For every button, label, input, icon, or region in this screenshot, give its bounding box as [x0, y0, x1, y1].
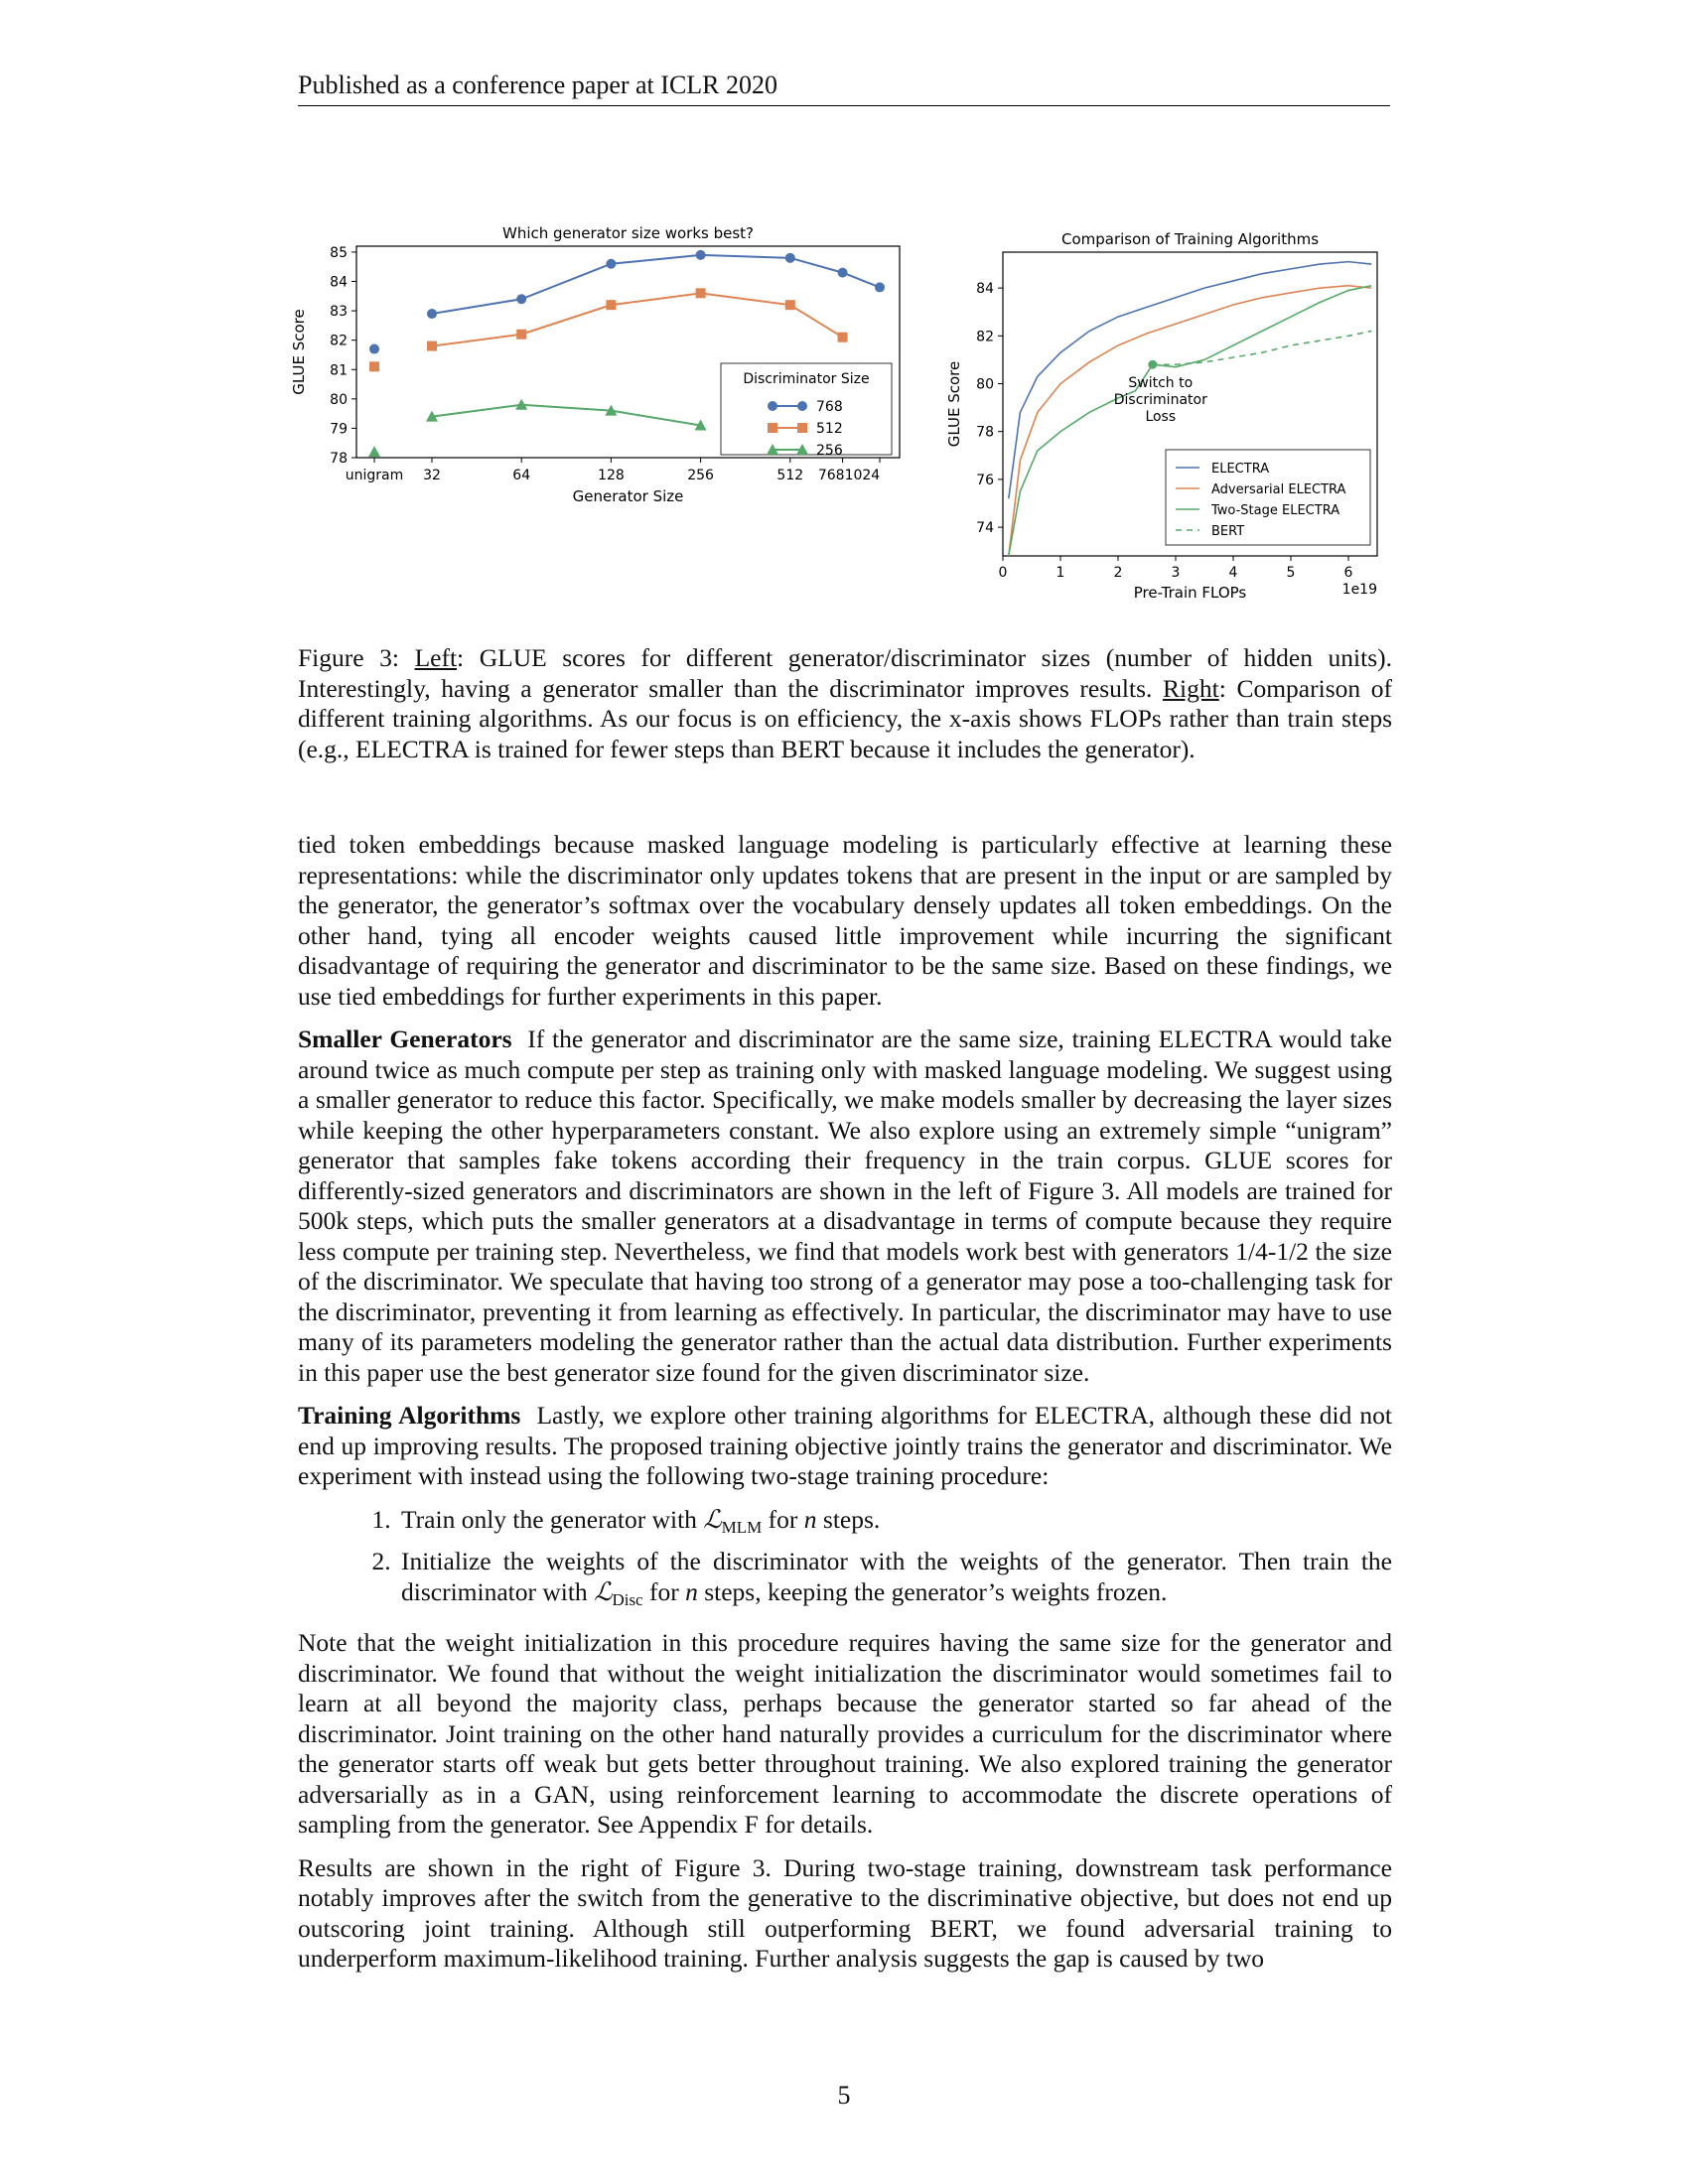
paragraph-text: Lastly, we explore other training algorithms for ELECTRA, although these did not end up improving results. The proposed training objective jointly trains the generator and discriminator. We experiment with instead using the following two-stage training procedure: — [298, 1401, 1393, 1490]
figure-3 — [0, 218, 1688, 615]
annotation-text: Loss — [1145, 409, 1177, 426]
y-tick-label: 85 — [330, 244, 348, 261]
y-tick-label: 82 — [976, 329, 994, 345]
legend-label: ELECTRA — [1211, 462, 1270, 477]
y-axis-label: GLUE Score — [945, 360, 963, 448]
caption-left-word: Left — [414, 643, 458, 672]
chart-title: Comparison of Training Algorithms — [1060, 230, 1320, 248]
series-line-512 — [432, 293, 843, 345]
y-tick-label: 78 — [330, 451, 348, 467]
caption-right-word: Right — [1163, 673, 1219, 703]
y-tick-label: 80 — [976, 376, 994, 393]
series-line-768 — [432, 255, 880, 314]
x-tick-label: 4 — [1228, 565, 1238, 581]
data-point-512 — [696, 288, 706, 298]
paragraph-heading: Smaller Generators — [298, 1024, 512, 1053]
series-line-bert — [1153, 332, 1371, 365]
training-steps-list — [298, 1505, 1392, 1616]
data-point-768 — [838, 268, 848, 278]
series-line-256 — [432, 405, 701, 426]
data-point-768 — [369, 344, 379, 354]
legend-label: Two-Stage ELECTRA — [1211, 503, 1340, 518]
data-point-512 — [606, 300, 616, 310]
legend-label: 768 — [816, 399, 843, 415]
loss-symbol: ℒ — [703, 1504, 722, 1534]
legend-marker — [797, 401, 807, 411]
y-tick-label: 81 — [330, 362, 348, 379]
legend-label: BERT — [1211, 524, 1245, 539]
y-tick-label: 74 — [976, 520, 994, 537]
data-point-512 — [785, 300, 795, 310]
paragraph-results: Results are shown in the right of Figure 3. During two-stage training, downstream task performance notably improves after the switch from the generative to the discriminative objective, but does not end up outscoring joint training. Although still outperforming BERT, we found adversarial training to underperform maximum-likelihood training. Further analysis suggests the gap is caused by two — [298, 1852, 1392, 1973]
annotation-text: Switch to — [1128, 375, 1194, 392]
y-tick-label: 84 — [976, 281, 994, 298]
caption-label: Figure 3: — [298, 643, 399, 672]
y-tick-label: 82 — [330, 333, 348, 349]
paragraph-tied-embeddings: tied token embeddings because masked language modeling is particularly effective at learning these representations: while the discriminator only updates tokens that are present in the input or are sampled by the generator, the generator’s softmax over the vocabulary densely updates all token embeddings. On the other hand, tying all encoder weights caused little improvement while incurring the significant disadvantage of requiring the generator and discriminator to be the same size. Based on these findings, we use tied embeddings for further experiments in this paper. — [298, 830, 1392, 1011]
page-number: 5 — [837, 2081, 851, 2110]
list-item: 2. Initialize the weights of the discriminator with the weights of the generator. Then train the discriminator with ℒ$_{Disc}$ for n steps, keeping the generator’s weights frozen. — [397, 1547, 1392, 1615]
paragraph-text: If the generator and discriminator are the same size, training ELECTRA would take around twice as much compute per step as training only with masked language modeling. We suggest using a smaller generator to reduce this factor. Specifically, we make models smaller by decreasing the layer sizes while keeping the other hyperparameters constant. We also explore using an extremely simple “unigram” generator that samples fake tokens according their frequency in the train corpus. GLUE scores for differently-sized generators and discriminators are shown in the left of Figure 3. All models are trained for 500k steps, which puts the smaller generators at a disadvantage in terms of compute because they require less compute per training step. Nevertheless, we find that models work best with generators 1/4-1/2 the size of the discriminator. We speculate that having too strong of a generator may pose a too-challenging task for the discriminator, preventing it from learning as effectively. In particular, the discriminator may have to use many of its parameters modeling the generator rather than the actual data distribution. Further experiments in this paper use the best generator size found for the given discriminator size. — [298, 1024, 1392, 1387]
x-tick-label: 32 — [423, 468, 441, 483]
data-point-512 — [516, 330, 526, 340]
x-tick-label: 512 — [776, 468, 804, 483]
x-tick-label: 1 — [1055, 565, 1065, 581]
x-tick-label: 2 — [1113, 565, 1123, 581]
data-point-512 — [369, 361, 379, 371]
legend-marker — [768, 423, 777, 433]
y-tick-label: 84 — [330, 274, 348, 291]
data-point-768 — [427, 309, 437, 319]
paragraph-smaller-generators — [298, 1024, 1392, 1388]
x-offset-label: 1e19 — [1341, 582, 1377, 598]
data-point-768 — [875, 282, 885, 292]
legend-label: Adversarial ELECTRA — [1211, 482, 1346, 497]
loss-symbol: ℒ — [594, 1576, 613, 1606]
x-tick-label: 768 — [817, 468, 845, 483]
x-tick-label: 1024 — [844, 468, 881, 483]
caption-left-text: : GLUE scores for different generator/discriminator sizes (number of hidden units). Interestingly, having a generator smaller than the discriminator improves results. — [298, 643, 1392, 703]
data-point-768 — [785, 253, 795, 263]
data-point-512 — [838, 333, 848, 342]
body-text — [298, 830, 1392, 1987]
data-point-768 — [606, 259, 616, 269]
x-tick-label: 64 — [512, 468, 531, 483]
x-axis-label: Pre-Train FLOPs — [1133, 584, 1247, 602]
data-point-768 — [516, 294, 526, 304]
data-point-768 — [696, 250, 706, 260]
figure-caption — [298, 643, 1392, 764]
generator-size-chart — [288, 218, 904, 615]
data-point-512 — [427, 341, 437, 351]
x-tick-label: 0 — [998, 565, 1008, 581]
legend-label: 256 — [816, 443, 843, 459]
legend-title: Discriminator Size — [743, 371, 870, 387]
x-tick-label: 5 — [1286, 565, 1296, 581]
chart-title: Which generator size works best? — [501, 224, 755, 242]
paragraph-weight-initialization: Note that the weight initialization in this procedure requires having the same size for the generator and discriminator. We found that without the weight initialization the discriminator would sometimes fail to learn at all beyond the majority class, perhaps because the generator started so far ahead of the discriminator. Joint training on the other hand naturally provides a curriculum for the discriminator where the generator starts off weak but gets better throughout training. We also explored training the generator adversarially as in a GAN, using reinforcement learning to accommodate the discrete operations of sampling from the generator. See Appendix F for details. — [298, 1628, 1392, 1839]
y-tick-label: 79 — [330, 421, 348, 438]
y-axis-label: GLUE Score — [290, 309, 308, 395]
x-tick-label: 3 — [1171, 565, 1181, 581]
y-tick-label: 83 — [330, 304, 348, 321]
x-tick-label: 6 — [1343, 565, 1353, 581]
y-tick-label: 78 — [976, 424, 994, 441]
running-header: Published as a conference paper at ICLR 2020 — [298, 69, 1390, 106]
training-algorithms-chart — [943, 218, 1380, 615]
y-tick-label: 76 — [976, 472, 994, 488]
x-tick-label: unigram — [345, 468, 404, 483]
legend-label: 512 — [816, 421, 843, 437]
legend-marker — [797, 423, 807, 433]
y-tick-label: 80 — [330, 391, 348, 408]
switch-point — [1148, 360, 1157, 369]
x-axis-label: Generator Size — [572, 487, 684, 505]
paragraph-heading: Training Algorithms — [298, 1401, 521, 1430]
annotation-text: Discriminator — [1113, 392, 1207, 409]
legend-marker — [768, 401, 777, 411]
data-point-256 — [368, 446, 380, 457]
paragraph-training-algorithms — [298, 1401, 1392, 1492]
x-tick-label: 256 — [687, 468, 714, 483]
x-tick-label: 128 — [598, 468, 625, 483]
caption-right-text: : Comparison of different training algorithms. As our focus is on efficiency, the x-axis shows FLOPs rather than train steps (e.g., ELECTRA is trained for fewer steps than BERT because it includes the generator). — [298, 673, 1393, 763]
list-item: 1. Train only the generator with ℒ$_{MLM}$ for n steps. — [397, 1505, 1392, 1544]
